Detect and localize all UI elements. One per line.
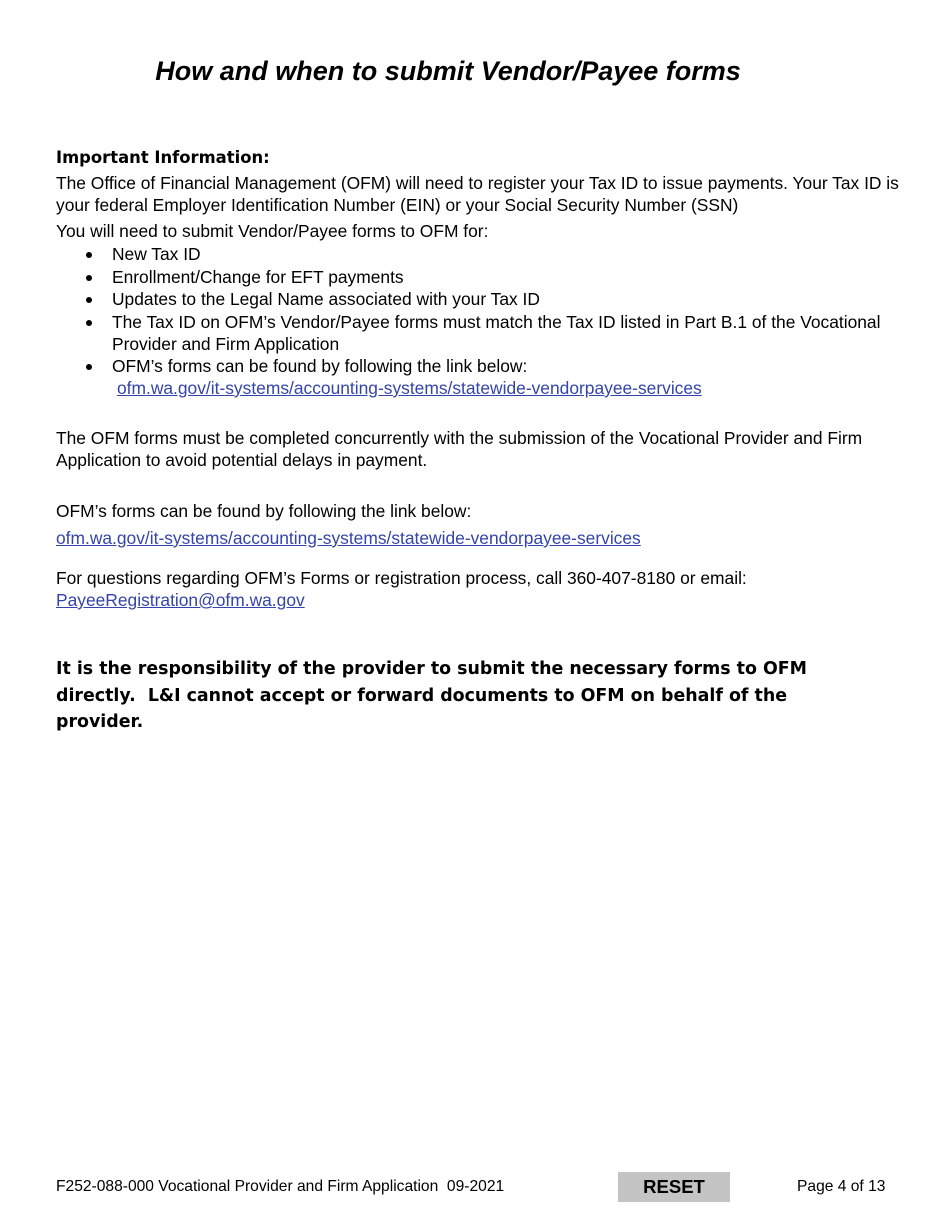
ofm-vendor-services-link[interactable]: ofm.wa.gov/it-systems/accounting-systems/statewide-vendorpayee-services	[117, 377, 702, 398]
payee-registration-email-link[interactable]: PayeeRegistration@ofm.wa.gov	[56, 589, 305, 610]
list-item-text: New Tax ID	[112, 243, 201, 264]
list-item	[56, 289, 906, 311]
responsibility-warning: It is the responsibility of the provider to submit the necessary forms to OFM directly. L&I cannot accept or forward documents to OFM on behalf of the provider.	[56, 659, 807, 733]
ofm-forms-link[interactable]: ofm.wa.gov/it-systems/accounting-systems/statewide-vendorpayee-services	[56, 527, 641, 548]
intro-paragraph: The Office of Financial Management (OFM) will need to register your Tax ID to issue payments. Your Tax ID is your federal Employer Identification Number (EIN) or your Social Security Number (SSN)	[56, 173, 899, 215]
forms-found-text: OFM’s forms can be found by following the link below:	[56, 501, 472, 522]
submit-forms-intro: You will need to submit Vendor/Payee forms to OFM for:	[56, 221, 489, 241]
list-item-text: Updates to the Legal Name associated with your Tax ID	[112, 289, 540, 310]
list-item	[56, 356, 906, 399]
questions-text: For questions regarding OFM’s Forms or registration process, call 360-407-8180 or email:	[56, 568, 747, 589]
reset-button[interactable]: RESET	[618, 1172, 730, 1202]
list-item-text: Enrollment/Change for EFT payments	[112, 266, 404, 287]
document-body	[56, 147, 906, 736]
important-information-heading: Important Information:	[56, 148, 270, 167]
page-title: How and when to submit Vendor/Payee forms	[155, 56, 741, 86]
concurrent-submission-paragraph: The OFM forms must be completed concurrently with the submission of the Vocational Provider and Firm Application to avoid potential delays in payment.	[56, 428, 863, 470]
form-identifier: F252-088-000 Vocational Provider and Firm Application 09-2021	[56, 1178, 505, 1195]
list-item	[56, 267, 906, 289]
list-item-text: The Tax ID on OFM’s Vendor/Payee forms must match the Tax ID listed in Part B.1 of the Vocational Provider and Firm Application	[112, 312, 881, 354]
questions-paragraph	[56, 568, 906, 611]
page-number: Page 4 of 13	[797, 1178, 886, 1195]
list-item	[56, 244, 906, 266]
list-item-text: OFM’s forms can be found by following the link below:	[112, 356, 528, 377]
submission-reasons-list	[56, 244, 906, 400]
list-item	[56, 312, 906, 355]
